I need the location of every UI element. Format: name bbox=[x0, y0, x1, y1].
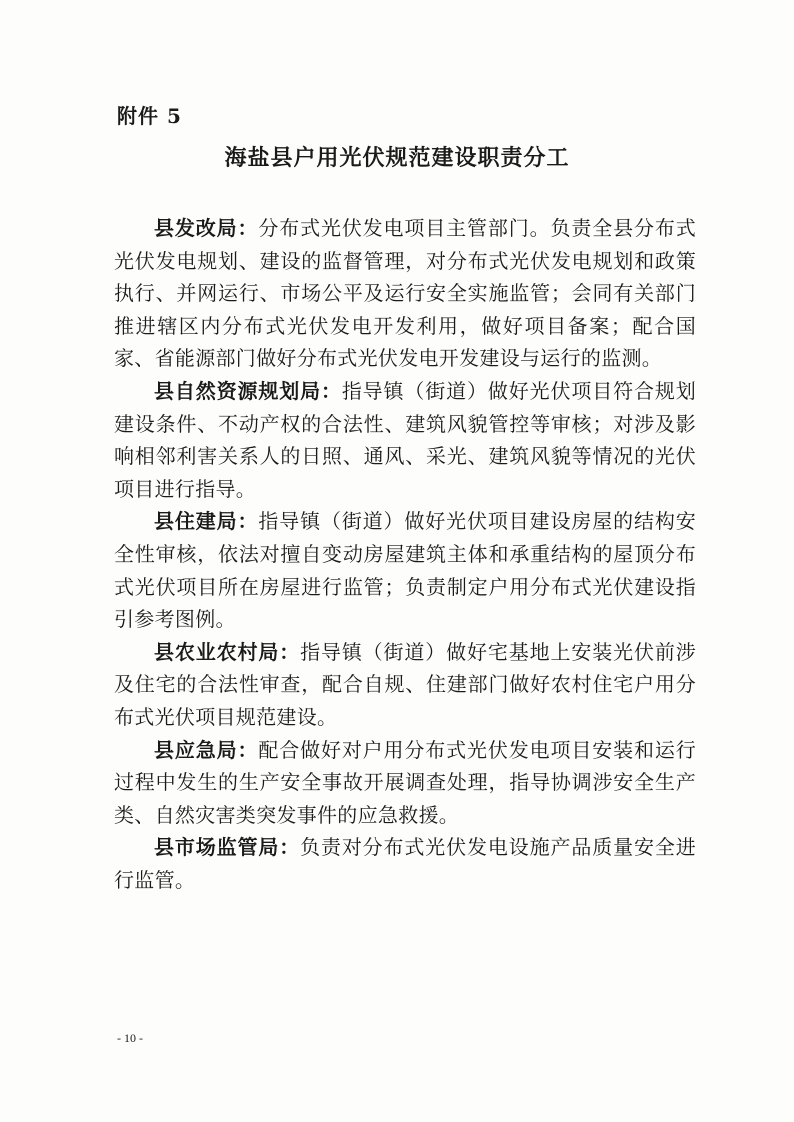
department-name: 县应急局： bbox=[154, 737, 259, 762]
department-name: 县自然资源规划局： bbox=[154, 378, 342, 403]
responsibility-text: 指导镇（街道）做好宅基地上安装光伏前涉及住宅的合法性审查，配合自规、住建部门做好农村住宅户用分布式光伏项目规范建设。 bbox=[114, 639, 696, 729]
paragraph-yingji bbox=[114, 734, 696, 832]
department-name: 县发改局： bbox=[154, 216, 259, 240]
paragraph-fagai bbox=[114, 212, 696, 375]
paragraph-ziranziyuan bbox=[114, 375, 696, 505]
page-number: - 10 - bbox=[117, 1031, 143, 1045]
paragraph-zhujian bbox=[114, 505, 696, 635]
paragraph-shichang bbox=[114, 831, 696, 896]
attachment-label: 附件 5 bbox=[117, 104, 182, 128]
responsibility-text: 指导镇（街道）做好光伏项目符合规划建设条件、不动产权的合法性、建筑风貌管控等审核；对涉及影响相邻利害关系人的日照、通风、采光、建筑风貌等情况的光伏项目进行指导。 bbox=[114, 378, 696, 501]
department-name: 县农业农村局： bbox=[154, 639, 301, 664]
responsibility-text: 配合做好对户用分布式光伏发电项目安装和运行过程中发生的生产安全事故开展调查处理，指导协调涉安全生产类、自然灾害类突发事件的应急救援。 bbox=[114, 737, 696, 827]
document-title: 海盐县户用光伏规范建设职责分工 bbox=[224, 145, 570, 171]
responsibility-text: 指导镇（街道）做好光伏项目建设房屋的结构安全性审核，依法对擅自变动房屋建筑主体和承重结构的屋顶分布式光伏项目所在房屋进行监管；负责制定户用分布式光伏建设指引参考图例。 bbox=[114, 509, 696, 632]
responsibility-text: 分布式光伏发电项目主管部门。负责全县分布式光伏发电规划、建设的监督管理，对分布式光伏发电规划和政策执行、并网运行、市场公平及运行安全实施监管；会同有关部门推进辖区内分布式光伏发电开发利用，做好项目备案；配合国家、省能源部门做好分布式光伏发电开发建设与运行的监测。 bbox=[114, 216, 696, 371]
department-name: 县市场监管局： bbox=[154, 835, 301, 860]
responsibility-text: 负责对分布式光伏发电设施产品质量安全进行监管。 bbox=[114, 835, 696, 892]
document-body bbox=[114, 212, 696, 896]
department-name: 县住建局： bbox=[154, 509, 259, 534]
paragraph-nongye bbox=[114, 636, 696, 734]
